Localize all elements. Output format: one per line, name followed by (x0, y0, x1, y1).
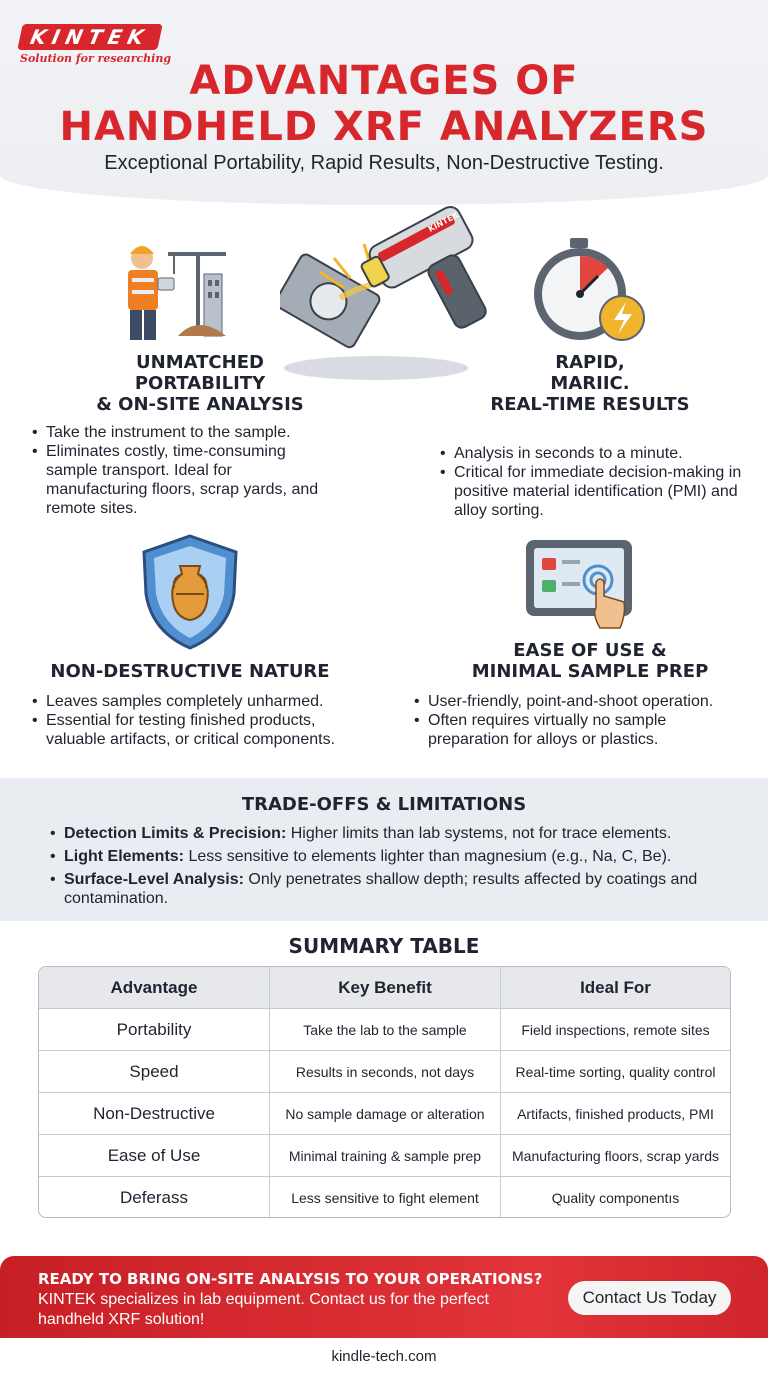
page-subtitle: Exceptional Portability, Rapid Results, Non-Destructive Testing. (104, 152, 664, 174)
feature-ease-of-use-title-line: EASE OF USE & (513, 640, 667, 661)
table-header-cell: Advantage (39, 967, 270, 1008)
tradeoff-item (48, 847, 738, 866)
bullet-item: • Often requires virtually no sample preparation for alloys or plastics. (412, 711, 742, 749)
feature-speed-title-line: RAPID, (555, 352, 625, 373)
feature-ease-of-use-title (440, 640, 740, 682)
brand-tagline: Solution for researching (20, 52, 172, 65)
table-row (39, 1093, 730, 1135)
feature-non-destructive-title (30, 661, 350, 682)
table-row (39, 1135, 730, 1177)
shield-vase-icon (138, 532, 242, 652)
feature-speed-bullets (438, 444, 748, 520)
feature-portability-bullets (30, 423, 330, 518)
page-title-line-1: ADVANTAGES OF (189, 58, 579, 104)
table-cell: No sample damage or alteration (270, 1093, 501, 1134)
table-cell: Less sensitive to fight element (270, 1177, 501, 1218)
table-cell: Minimal training & sample prep (270, 1135, 501, 1176)
tradeoff-text: Only penetrates shallow depth; results affected by coatings and contamination. (64, 871, 698, 907)
bullet-item: • Take the instrument to the sample. (30, 423, 330, 442)
table-cell: Deferass (39, 1177, 270, 1218)
bullet-item: • Eliminates costly, time-consuming sample transport. Ideal for manufacturing floors, scrap yards, and remote sites. (30, 442, 330, 518)
feature-portability-title-line: UNMATCHED (136, 352, 264, 373)
tradeoff-item (48, 824, 738, 843)
table-cell: Real-time sorting, quality control (515, 1063, 716, 1080)
bullet-item: • User-friendly, point-and-shoot operation. (412, 692, 742, 711)
tablet-touch-icon (524, 538, 636, 632)
tradeoff-text: Less sensitive to elements lighter than magnesium (e.g., Na, C, Be). (184, 848, 672, 865)
feature-speed-title-line: MARIIC. (550, 373, 630, 394)
table-cell: Speed (39, 1051, 270, 1092)
stopwatch-icon (526, 236, 650, 348)
table-cell: Field inspections, remote sites (521, 1021, 710, 1038)
table-header-row (39, 967, 730, 1009)
table-row (39, 1009, 730, 1051)
page-title-line-2: HANDHELD XRF ANALYZERS (59, 104, 709, 150)
feature-ease-of-use-title-line: MINIMAL SAMPLE PREP (471, 661, 709, 682)
table-cell: Results in seconds, not days (270, 1051, 501, 1092)
tradeoff-label: Surface-Level Analysis: (64, 871, 244, 888)
cta-title: READY TO BRING ON-SITE ANALYSIS TO YOUR OPERATIONS? (38, 1270, 543, 1288)
tradeoffs-list (48, 824, 738, 912)
brand-logo-wordmark: KINTEK (17, 24, 163, 50)
table-cell: Quality componentıs (551, 1190, 680, 1206)
page-title (0, 58, 768, 150)
table-cell: Ease of Use (39, 1135, 270, 1176)
summary-table (38, 966, 731, 1218)
tradeoff-label: Detection Limits & Precision: (64, 825, 287, 842)
table-cell: Artifacts, finished products, PMI (517, 1105, 714, 1122)
device-brand-label: KINTEK (426, 210, 461, 234)
contact-us-button[interactable]: Contact Us Today (568, 1281, 731, 1315)
bullet-item: • Leaves samples completely unharmed. (30, 692, 370, 711)
feature-portability-title-line: PORTABILITY (134, 373, 266, 394)
construction-worker-icon (108, 234, 230, 346)
feature-ease-of-use-bullets (412, 692, 742, 749)
table-row (39, 1177, 730, 1218)
feature-speed-title (460, 352, 720, 415)
feature-portability-title (60, 352, 340, 415)
table-row (39, 1051, 730, 1093)
bullet-item: • Critical for immediate decision-making in positive material identification (PMI) and alloy sorting. (438, 463, 748, 520)
cta-text: KINTEK specializes in lab equipment. Contact us for the perfect handheld XRF solution! (38, 1291, 489, 1328)
tradeoff-label: Light Elements: (64, 848, 185, 865)
table-cell: Portability (39, 1009, 270, 1050)
feature-non-destructive-title-line: NON-DESTRUCTIVE NATURE (50, 661, 330, 682)
tradeoff-item (48, 870, 738, 908)
table-header-cell: Ideal For (580, 977, 651, 997)
bullet-item: • Essential for testing finished products, valuable artifacts, or critical components. (30, 711, 370, 749)
table-header-cell: Key Benefit (270, 967, 501, 1008)
tradeoffs-title: TRADE-OFFS & LIMITATIONS (241, 794, 527, 815)
table-cell: Manufacturing floors, scrap yards (512, 1147, 719, 1164)
bullet-item: • Analysis in seconds to a minute. (438, 444, 748, 463)
feature-speed-title-line: REAL-TIME RESULTS (490, 394, 690, 415)
table-cell: Non-Destructive (39, 1093, 270, 1134)
tradeoff-text: Higher limits than lab systems, not for trace elements. (286, 825, 672, 842)
summary-table-title: SUMMARY TABLE (288, 934, 480, 958)
table-cell: Take the lab to the sample (270, 1009, 501, 1050)
footer-url-link[interactable]: kindle-tech.com (331, 1348, 437, 1365)
feature-portability-title-line: & ON-SITE ANALYSIS (96, 394, 304, 415)
feature-non-destructive-bullets (30, 692, 370, 749)
